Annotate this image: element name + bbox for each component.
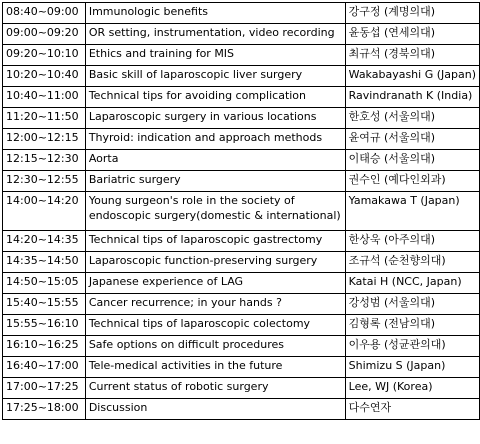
time-cell: 10:20~10:40: [3, 66, 86, 87]
speaker-cell: 한상욱 (아주의대): [345, 231, 479, 252]
schedule-table: [2, 2, 480, 420]
topic-cell: Technical tips of laparoscopic colectomy: [85, 315, 345, 336]
speaker-cell: 최규석 (경북의대): [345, 45, 479, 66]
table-row: [3, 66, 480, 87]
speaker-cell: Ravindranath K (India): [345, 87, 479, 108]
time-cell: 12:30~12:55: [3, 171, 86, 192]
topic-cell: Technical tips of laparoscopic gastrectomy: [85, 231, 345, 252]
table-row: [3, 378, 480, 399]
topic-cell: Thyroid: indication and approach methods: [85, 129, 345, 150]
speaker-cell: 윤여규 (서울의대): [345, 129, 479, 150]
speaker-cell: 한호성 (서울의대): [345, 108, 479, 129]
topic-cell: Basic skill of laparoscopic liver surgery: [85, 66, 345, 87]
table-row: [3, 171, 480, 192]
speaker-cell: 이태승 (서울의대): [345, 150, 479, 171]
speaker-cell: 강구정 (계명의대): [345, 3, 479, 24]
topic-cell: Immunologic benefits: [85, 3, 345, 24]
speaker-cell: 이우용 (성균관의대): [345, 336, 479, 357]
time-cell: 09:00~09:20: [3, 24, 86, 45]
speaker-cell: Katai H (NCC, Japan): [345, 273, 479, 294]
table-row: [3, 273, 480, 294]
speaker-cell: Shimizu S (Japan): [345, 357, 479, 378]
time-cell: 09:20~10:10: [3, 45, 86, 66]
table-row: [3, 3, 480, 24]
time-cell: 14:50~15:05: [3, 273, 86, 294]
table-row: [3, 231, 480, 252]
speaker-cell: 김형록 (전남의대): [345, 315, 479, 336]
speaker-cell: Lee, WJ (Korea): [345, 378, 479, 399]
topic-cell: Aorta: [85, 150, 345, 171]
table-row: [3, 252, 480, 273]
table-row: [3, 294, 480, 315]
time-cell: 16:10~16:25: [3, 336, 86, 357]
topic-cell: Discussion: [85, 399, 345, 420]
table-row: [3, 45, 480, 66]
speaker-cell: 권수인 (예다인외과): [345, 171, 479, 192]
table-row: [3, 315, 480, 336]
time-cell: 15:55~16:10: [3, 315, 86, 336]
table-row: [3, 192, 480, 231]
time-cell: 14:00~14:20: [3, 192, 86, 231]
topic-cell: Tele-medical activities in the future: [85, 357, 345, 378]
topic-cell: OR setting, instrumentation, video recording: [85, 24, 345, 45]
schedule-body: [3, 3, 480, 420]
time-cell: 10:40~11:00: [3, 87, 86, 108]
topic-cell: Current status of robotic surgery: [85, 378, 345, 399]
time-cell: 16:40~17:00: [3, 357, 86, 378]
topic-cell: Laparoscopic surgery in various locations: [85, 108, 345, 129]
time-cell: 14:20~14:35: [3, 231, 86, 252]
time-cell: 17:25~18:00: [3, 399, 86, 420]
topic-cell: Young surgeon's role in the society of endoscopic surgery(domestic & international): [85, 192, 345, 231]
topic-cell: Laparoscopic function-preserving surgery: [85, 252, 345, 273]
time-cell: 11:20~11:50: [3, 108, 86, 129]
time-cell: 12:00~12:15: [3, 129, 86, 150]
table-row: [3, 108, 480, 129]
topic-cell: Technical tips for avoiding complication: [85, 87, 345, 108]
table-row: [3, 357, 480, 378]
time-cell: 08:40~09:00: [3, 3, 86, 24]
table-row: [3, 336, 480, 357]
speaker-cell: 다수연자: [345, 399, 479, 420]
topic-cell: Bariatric surgery: [85, 171, 345, 192]
topic-cell: Ethics and training for MIS: [85, 45, 345, 66]
speaker-cell: 조규석 (순천향의대): [345, 252, 479, 273]
topic-cell: Cancer recurrence; in your hands ?: [85, 294, 345, 315]
table-row: [3, 129, 480, 150]
speaker-cell: 강성범 (서울의대): [345, 294, 479, 315]
time-cell: 14:35~14:50: [3, 252, 86, 273]
speaker-cell: Yamakawa T (Japan): [345, 192, 479, 231]
time-cell: 17:00~17:25: [3, 378, 86, 399]
topic-cell: Japanese experience of LAG: [85, 273, 345, 294]
table-row: [3, 24, 480, 45]
table-row: [3, 399, 480, 420]
time-cell: 15:40~15:55: [3, 294, 86, 315]
table-row: [3, 87, 480, 108]
speaker-cell: Wakabayashi G (Japan): [345, 66, 479, 87]
table-row: [3, 150, 480, 171]
topic-cell: Safe options on difficult procedures: [85, 336, 345, 357]
time-cell: 12:15~12:30: [3, 150, 86, 171]
speaker-cell: 윤동섭 (연세의대): [345, 24, 479, 45]
